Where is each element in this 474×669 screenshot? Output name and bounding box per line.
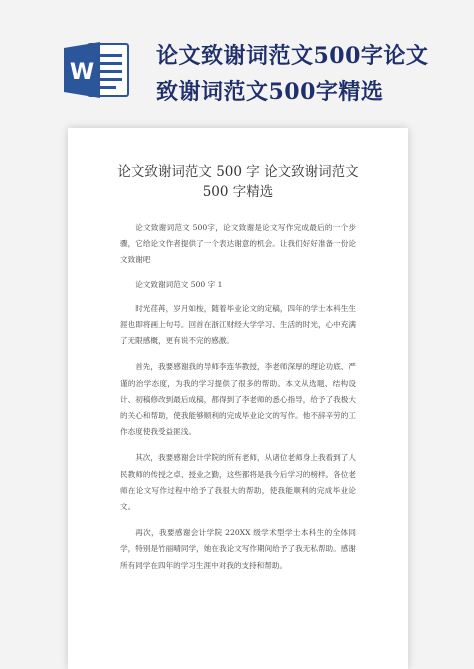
document-title-line2: 500 字精选 bbox=[202, 184, 274, 200]
banner-title-line2: 致谢词范文500字精选 bbox=[156, 79, 384, 105]
document-page bbox=[68, 128, 408, 669]
banner bbox=[0, 0, 474, 120]
document-title bbox=[68, 162, 408, 202]
banner-title bbox=[156, 38, 456, 110]
document-body bbox=[120, 220, 356, 584]
paragraph-4: 再次，我要感谢会计学院 220XX 级学术型学士本科生的全体同学，特别是竹丽晴同学，她在我论文写作期间给予了我无私帮助。感谢所有同学在四年的学习生涯中对我的支持和帮助。 bbox=[120, 528, 356, 570]
paragraph-heading: 论文致谢词范文 500 字 1 bbox=[135, 279, 223, 289]
banner-title-line1: 论文致谢词范文500字论文 bbox=[156, 43, 429, 69]
paragraph-1: 时光荏苒，岁月如梭，随着毕业论文的定稿，四年的学士本科生生涯也即将画上句号。回首在浙江财经大学学习、生活的时光，心中充满了无限感概，更有说不完的感激。 bbox=[120, 303, 356, 346]
word-document-icon bbox=[62, 40, 132, 100]
paragraph-intro: 论文致谢词范文 500字，论文致谢是论文写作完成最后的一个步骤，它给论文作者提供了一个表达谢意的机会。让我们好好准备一份论文致谢吧 bbox=[120, 223, 356, 265]
paragraph-2: 首先，我要感谢我的导师李连华教授，李老师深厚的理论功底、严谨的治学态度，为我的学习提供了很多的帮助。本文从选题、结构设计、初稿修改到最后成稿，都得到了李老师的悉心指导，给予了我极大的关心和帮助，使我能够顺利的完成毕业论文的写作。他不辞辛劳的工作态度使我受益匪浅。 bbox=[120, 362, 356, 437]
document-title-line1: 论文致谢词范文 500 字 论文致谢词范文 bbox=[117, 164, 359, 180]
paragraph-3: 其次，我要感谢会计学院的所有老师，从诸位老师身上我看到了人民教师的传授之卓、授业之勤，这些都将是我今后学习的榜样。各位老师在论文写作过程中给予了我很大的帮助，使我能顺利的完成毕业论文。 bbox=[120, 453, 356, 512]
svg-text:W: W bbox=[69, 60, 95, 85]
